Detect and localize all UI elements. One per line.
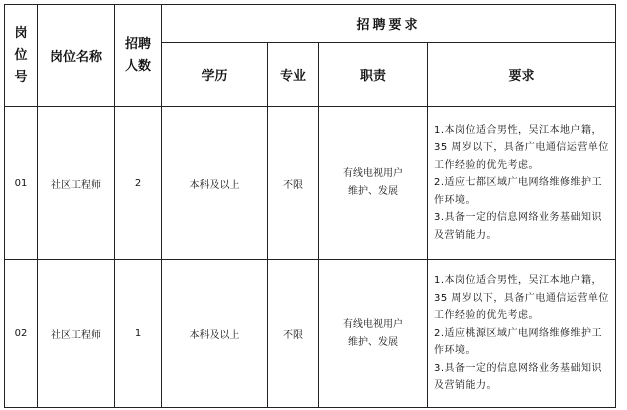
- header-recruit-count: 招聘 人数: [115, 5, 162, 107]
- header-position-name: 岗位名称: [38, 5, 115, 107]
- row-count: 1: [115, 260, 162, 408]
- row-education: 本科及以上: [162, 260, 268, 408]
- header-position-number: 岗 位 号: [5, 5, 38, 107]
- row-duty: 有线电视用户 维护、发展: [319, 107, 428, 260]
- recruitment-table-wrapper: [4, 4, 616, 408]
- row-id: 02: [5, 260, 38, 408]
- header-major: 专业: [268, 43, 319, 107]
- row-position-name: 社区工程师: [38, 107, 115, 260]
- row-duty: 有线电视用户 维护、发展: [319, 260, 428, 408]
- recruitment-table: [4, 4, 616, 408]
- row-requirements: 1.本岗位适合男性，吴江本地户籍，35 周岁以下，具备广电通信运营单位工作经验的优先考虑。 2.适应七都区域广电网络维修维护工作环境。 3.具备一定的信息网络业务基础知识及营销能力。: [428, 107, 616, 260]
- row-education: 本科及以上: [162, 107, 268, 260]
- row-count: 2: [115, 107, 162, 260]
- row-position-name: 社区工程师: [38, 260, 115, 408]
- header-requirements: 要求: [428, 43, 616, 107]
- header-education: 学历: [162, 43, 268, 107]
- table-row: [5, 260, 616, 408]
- row-major: 不限: [268, 107, 319, 260]
- header-duty: 职责: [319, 43, 428, 107]
- row-id: 01: [5, 107, 38, 260]
- row-requirements: 1.本岗位适合男性，吴江本地户籍，35 周岁以下，具备广电通信运营单位工作经验的优先考虑。 2.适应桃源区域广电网络维修维护工作环境。 3.具备一定的信息网络业务基础知识及营销能力。: [428, 260, 616, 408]
- row-major: 不限: [268, 260, 319, 408]
- table-row: [5, 107, 616, 260]
- header-requirements-title: 招聘要求: [162, 5, 616, 43]
